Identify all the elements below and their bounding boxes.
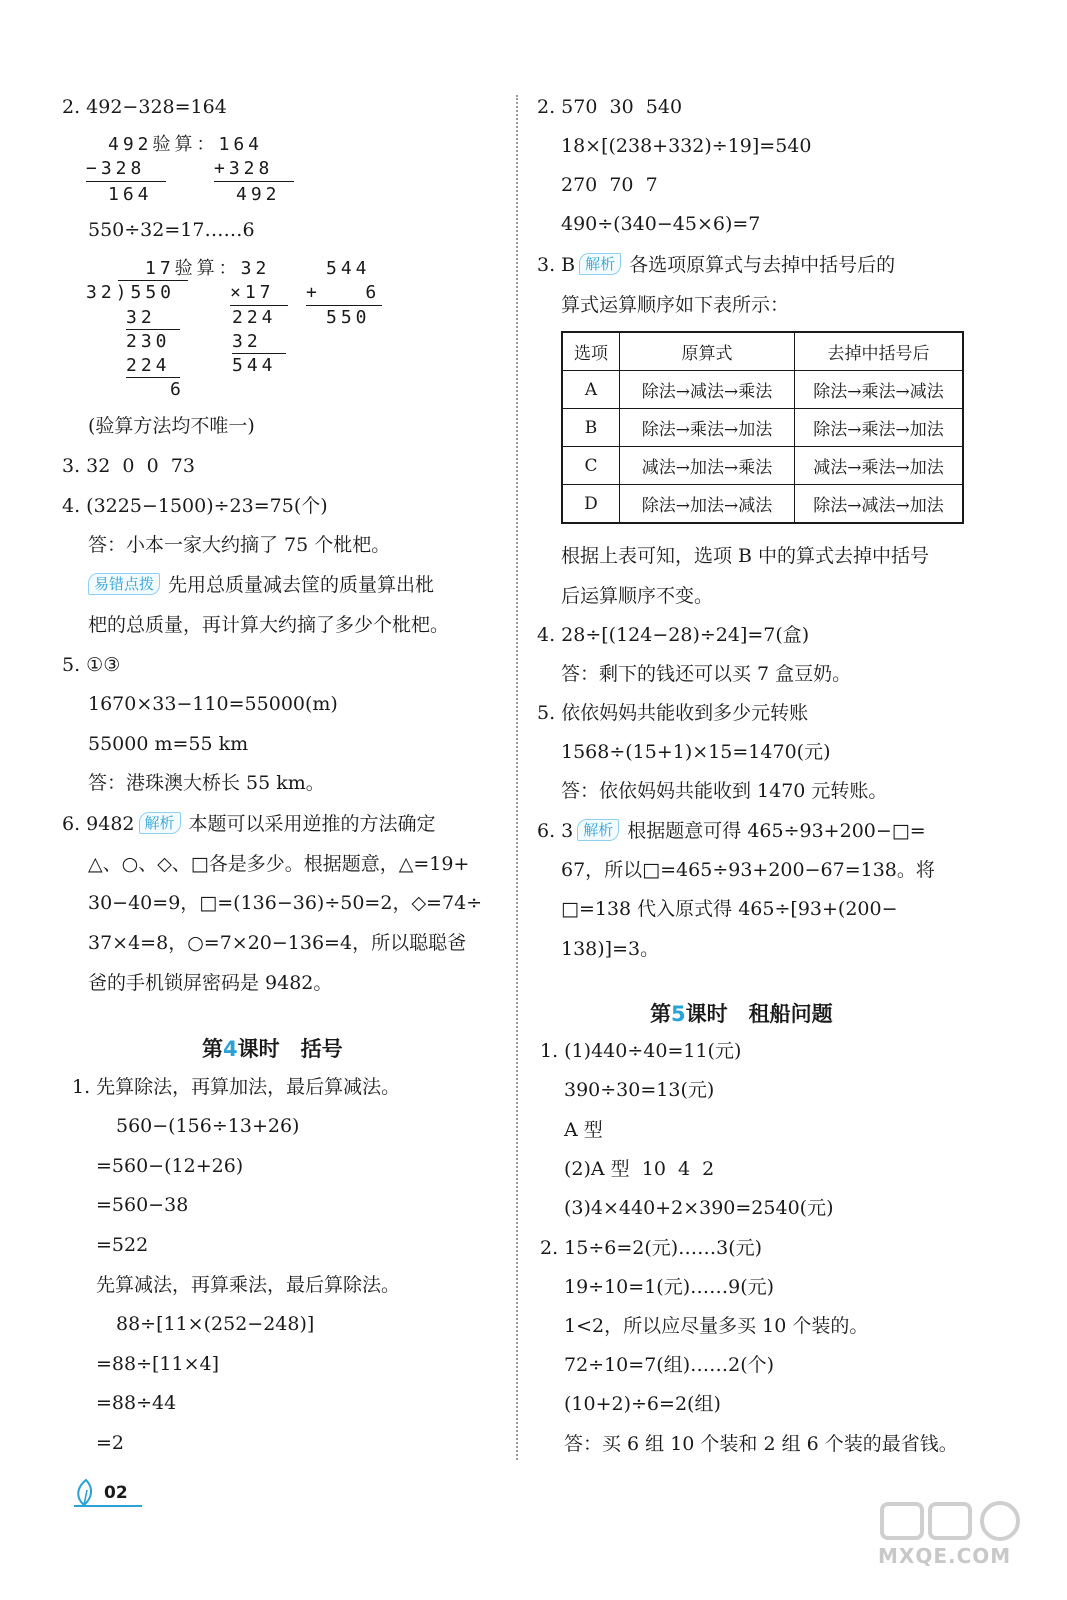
table-cell: 除法→乘法→减法 bbox=[795, 371, 964, 409]
r3-line-2: 算式运算顺序如下表所示： bbox=[561, 294, 790, 316]
ld-32: 32 bbox=[126, 307, 156, 328]
q5-line-1: 1670×33−110=55000(m) bbox=[88, 693, 338, 715]
ld-224: 224 bbox=[232, 307, 277, 328]
t1-line-4: (3)4×440+2×390=2540(元) bbox=[564, 1197, 834, 1219]
operation-order-table bbox=[561, 331, 964, 524]
ld-remainder: 6 bbox=[170, 379, 185, 400]
verify-plus-6: + 6 bbox=[306, 282, 381, 303]
verify-plus: +328 bbox=[214, 158, 274, 179]
ld-224b: 224 bbox=[126, 355, 171, 376]
table-cell: 除法→乘法→加法 bbox=[795, 409, 964, 447]
t1: 1. (1)440÷40=11(元) bbox=[540, 1040, 742, 1062]
s1-line-2: =560−(12+26) bbox=[96, 1155, 244, 1177]
page-number: 02 bbox=[104, 1483, 128, 1503]
r6-line-4: 138)]=3。 bbox=[561, 938, 660, 960]
table-cell: 除法→减法→加法 bbox=[795, 485, 964, 524]
r2: 2. 570 30 540 bbox=[537, 96, 683, 118]
r3-line-1: 3. B 解析 各选项原算式与去掉中括号后的 bbox=[537, 254, 896, 276]
r6-line-2: 67，所以□=465÷93+200−67=138。将 bbox=[561, 859, 935, 881]
long-division: 32)550 bbox=[86, 282, 176, 303]
t2-line-1: 19÷10=1(元)……9(元) bbox=[564, 1276, 775, 1298]
s1-title: 1. 先算除法，再算加法，最后算减法。 bbox=[72, 1076, 401, 1098]
r2-line-3: 490÷(340−45×6)=7 bbox=[561, 213, 761, 235]
r2-line-1: 18×[(238+332)÷19]=540 bbox=[561, 135, 812, 157]
verify-result-2: 492 bbox=[236, 184, 281, 205]
ld-32b: 32 bbox=[232, 331, 262, 352]
ld-544b: 544 bbox=[232, 355, 277, 376]
t2-line-3: 72÷10=7(组)……2(个) bbox=[564, 1354, 775, 1376]
s1-line-4: =522 bbox=[96, 1234, 149, 1256]
s1-line-3: =560−38 bbox=[96, 1194, 189, 1216]
verify-544: 544 bbox=[326, 258, 371, 279]
column-divider bbox=[516, 95, 518, 1460]
s1-line-7: =88÷[11×4] bbox=[96, 1353, 220, 1375]
table-cell: 除法→加法→减法 bbox=[620, 485, 795, 524]
q6-line-4: 37×4=8，○=7×20−136=4，所以聪聪爸 bbox=[88, 932, 467, 954]
ld-230: 230 bbox=[126, 331, 171, 352]
table-cell: 减法→乘法→加法 bbox=[795, 447, 964, 485]
section-heading-4: 第4课时 括号 bbox=[202, 1037, 343, 1061]
s1-line-8: =88÷44 bbox=[96, 1392, 177, 1414]
table-cell: A bbox=[562, 371, 620, 409]
t2: 2. 15÷6=2(元)……3(元) bbox=[540, 1237, 763, 1259]
s1-line-6: 88÷[11×(252−248)] bbox=[116, 1313, 315, 1335]
t2-answer: 答：买 6 组 10 个装和 2 组 6 个装的最省钱。 bbox=[564, 1433, 958, 1455]
table-row bbox=[562, 447, 963, 485]
q4: 4. (3225−1500)÷23=75(个) bbox=[62, 495, 328, 517]
q4-tip-line-1: 易错点拨 先用总质量减去筐的质量算出枇 bbox=[84, 572, 434, 598]
table-row bbox=[562, 485, 963, 524]
q5-line-2: 55000 m=55 km bbox=[88, 733, 249, 755]
analysis-tag: 解析 bbox=[579, 253, 621, 275]
ld-550: 550 bbox=[326, 307, 371, 328]
s1-line-1: 560−(156÷13+26) bbox=[116, 1115, 300, 1137]
analysis-tag: 解析 bbox=[139, 812, 181, 834]
t2-line-2: 1<2，所以应尽量多买 10 个装的。 bbox=[564, 1315, 869, 1337]
q6-line-1: 6. 9482 解析 本题可以采用逆推的方法确定 bbox=[62, 813, 436, 835]
q6-line-5: 爸的手机锁屏密码是 9482。 bbox=[88, 972, 333, 994]
q5: 5. ①③ bbox=[62, 654, 121, 676]
verify-top: 492验算：164 bbox=[108, 134, 264, 155]
s1-line-5: 先算减法，再算乘法，最后算除法。 bbox=[96, 1274, 401, 1296]
q2-title: 2. 492−328=164 bbox=[62, 96, 227, 118]
table-header: 去掉中括号后 bbox=[795, 332, 964, 371]
table-header-row bbox=[562, 332, 963, 371]
r5: 5. 依依妈妈共能收到多少元转账 bbox=[537, 702, 809, 724]
analysis-tag: 解析 bbox=[577, 819, 619, 841]
r4-answer: 答：剩下的钱还可以买 7 盒豆奶。 bbox=[561, 663, 852, 685]
leaf-icon bbox=[72, 1478, 100, 1508]
q3: 3. 32 0 0 73 bbox=[62, 455, 195, 477]
table-header: 选项 bbox=[562, 332, 620, 371]
s1-line-9: =2 bbox=[96, 1432, 125, 1454]
calc-bar bbox=[86, 181, 166, 182]
table-cell: 除法→减法→乘法 bbox=[620, 371, 795, 409]
verify-times-17: ×17 bbox=[230, 282, 275, 303]
table-cell: 减法→加法→乘法 bbox=[620, 447, 795, 485]
r3-conclusion-1: 根据上表可知，选项 B 中的算式去掉中括号 bbox=[561, 545, 930, 567]
q6-line-2: △、○、◇、□各是多少。根据题意，△=19+ bbox=[88, 853, 470, 875]
r5-line-1: 1568÷(15+1)×15=1470(元) bbox=[561, 741, 831, 763]
r4: 4. 28÷[(124−28)÷24]=7(盒) bbox=[537, 624, 810, 646]
t1-line-3: (2)A 型 10 4 2 bbox=[564, 1158, 715, 1180]
q5-answer: 答：港珠澳大桥长 55 km。 bbox=[88, 772, 325, 794]
r2-line-2: 270 70 7 bbox=[561, 174, 658, 196]
q4-tip-line-2: 杷的总质量，再计算大约摘了多少个枇杷。 bbox=[88, 614, 450, 636]
calc-bar bbox=[214, 181, 294, 182]
table-cell: B bbox=[562, 409, 620, 447]
section-heading-5: 第5课时 租船问题 bbox=[650, 1002, 833, 1026]
q6-line-3: 30−40=9，□=(136−36)÷50=2，◇=74÷ bbox=[88, 892, 483, 914]
table-cell: D bbox=[562, 485, 620, 524]
r6-line-3: □=138 代入原式得 465÷[93+(200− bbox=[561, 898, 898, 920]
table-cell: C bbox=[562, 447, 620, 485]
table-row bbox=[562, 371, 963, 409]
division-equation: 550÷32=17……6 bbox=[88, 219, 255, 241]
t1-line-2: A 型 bbox=[564, 1119, 603, 1141]
note-unique: (验算方法均不唯一) bbox=[88, 415, 255, 437]
long-division-quotient: 17验算：32 bbox=[145, 258, 271, 279]
table-header: 原算式 bbox=[620, 332, 795, 371]
footer-underline bbox=[74, 1505, 142, 1507]
table-cell: 除法→乘法→加法 bbox=[620, 409, 795, 447]
error-tip-tag: 易错点拨 bbox=[88, 573, 160, 595]
r3-conclusion-2: 后运算顺序不变。 bbox=[561, 585, 714, 607]
t2-line-4: (10+2)÷6=2(组) bbox=[564, 1393, 721, 1415]
r6-line-1: 6. 3 解析 根据题意可得 465÷93+200−□= bbox=[537, 820, 926, 842]
verify-minus: −328 bbox=[86, 158, 146, 179]
verify-result: 164 bbox=[108, 184, 153, 205]
table-row bbox=[562, 409, 963, 447]
q4-answer: 答：小本一家大约摘了 75 个枇杷。 bbox=[88, 534, 391, 556]
t1-line-1: 390÷30=13(元) bbox=[564, 1079, 715, 1101]
watermark-text: MXQE.COM bbox=[878, 1544, 1012, 1568]
r5-answer: 答：依依妈妈共能收到 1470 元转账。 bbox=[561, 780, 888, 802]
